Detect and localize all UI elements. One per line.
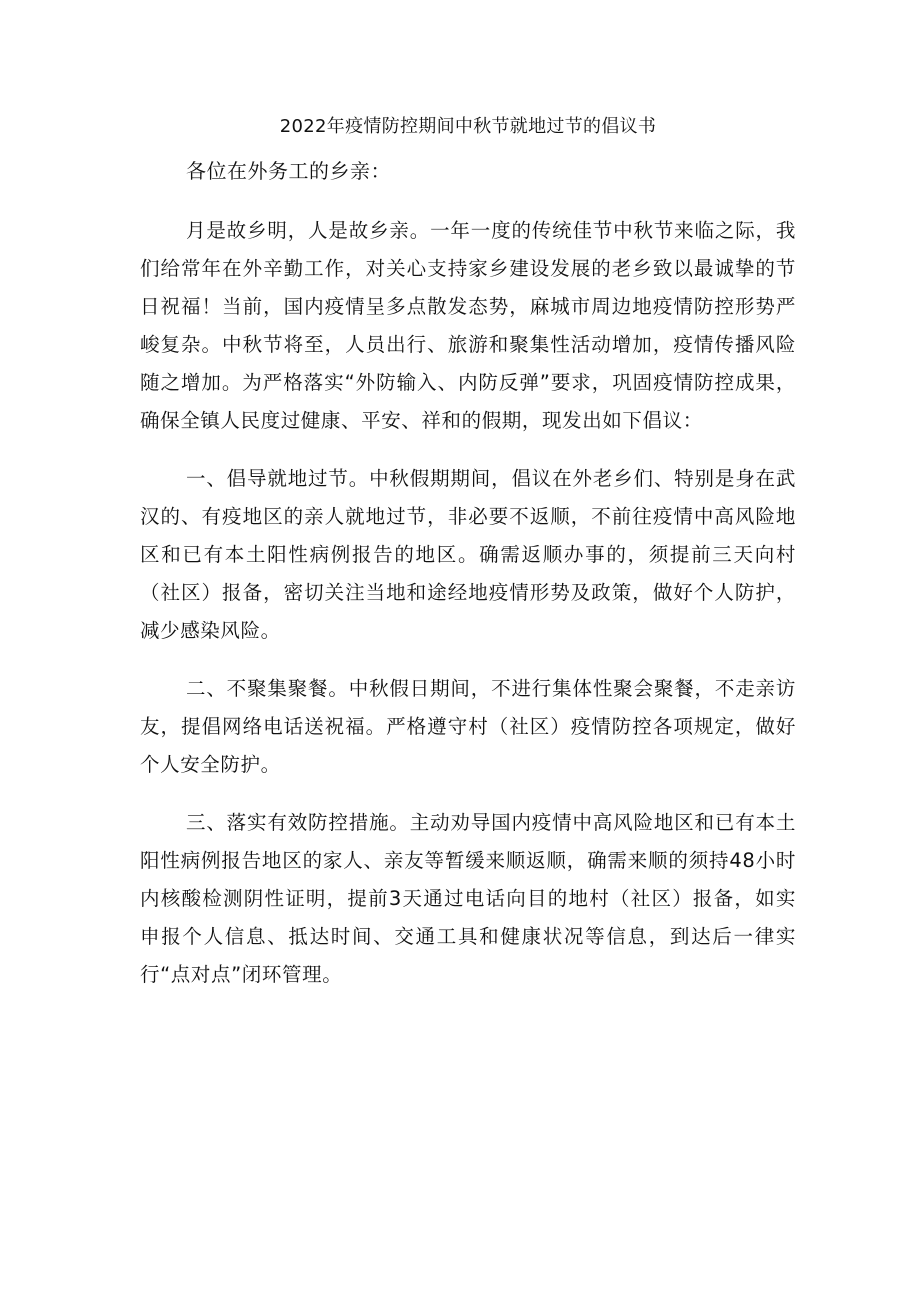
document-page xyxy=(140,112,796,1014)
document-title: 2022年疫情防控期间中秋节就地过节的倡议书 xyxy=(279,116,657,137)
paragraph-intro: 月是故乡明，人是故乡亲。一年一度的传统佳节中秋节来临之际，我们给常年在外辛勤工作，对关心支持家乡建设发展的老乡致以最诚挚的节日祝福！当前，国内疫情呈多点散发态势，麻城市周边地疫情防控形势严峻复杂。中秋节将至，人员出行、旅游和聚集性活动增加，疫情传播风险随之增加。为严格落实“外防输入、内防反弹”要求，巩固疫情防控成果，确保全镇人民度过健康、平安、祥和的假期，现发出如下倡议： xyxy=(140,219,796,432)
paragraph-item-2: 二、不聚集聚餐。中秋假日期间，不进行集体性聚会聚餐，不走亲访友，提倡网络电话送祝福。严格遵守村（社区）疫情防控各项规定，做好个人安全防护。 xyxy=(140,677,796,776)
paragraph-item-3: 三、落实有效防控措施。主动劝导国内疫情中高风险地区和已有本土阳性病例报告地区的家人、亲友等暂缓来顺返顺，确需来顺的须持48小时内核酸检测阴性证明，提前3天通过电话向目的地村（社区）报备，如实申报个人信息、抵达时间、交通工具和健康状况等信息，到达后一律实行“点对点”闭环管理。 xyxy=(140,811,796,986)
paragraph-item-1: 一、倡导就地过节。中秋假期期间，倡议在外老乡们、特别是身在武汉的、有疫地区的亲人就地过节，非必要不返顺，不前往疫情中高风险地区和已有本土阳性病例报告的地区。确需返顺办事的，须提前三天向村（社区）报备，密切关注当地和途经地疫情形势及政策，做好个人防护，减少感染风险。 xyxy=(140,467,796,642)
salutation: 各位在外务工的乡亲： xyxy=(186,159,391,183)
